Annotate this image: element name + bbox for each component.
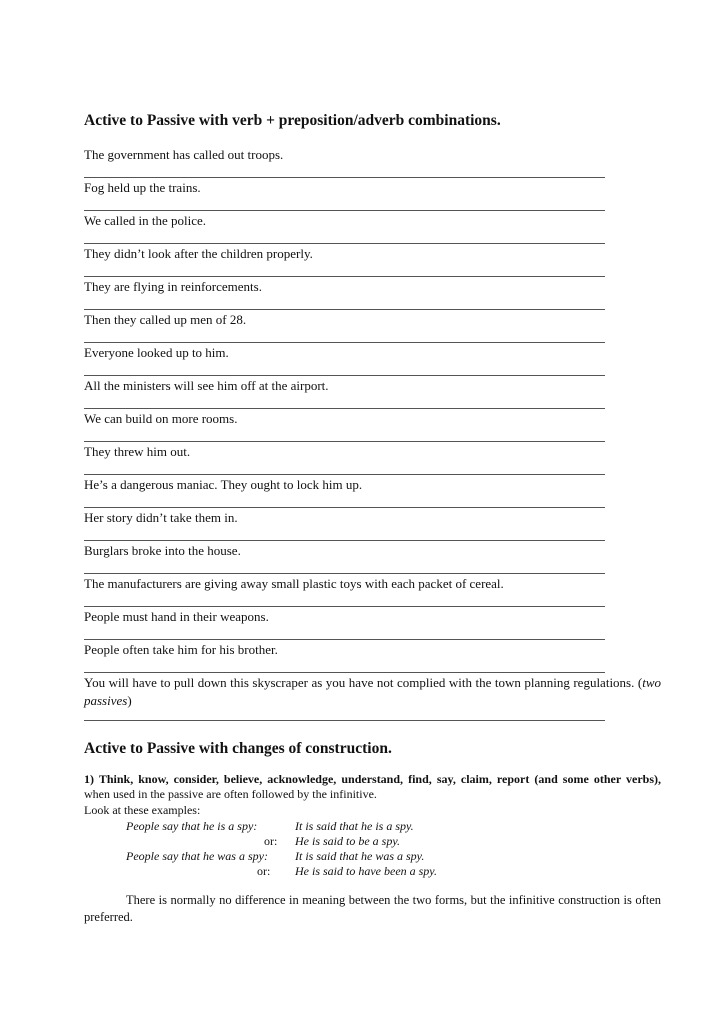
answer-line[interactable] bbox=[84, 309, 605, 310]
answer-line[interactable] bbox=[84, 507, 605, 508]
exercise-sentence: Then they called up men of 28. bbox=[84, 312, 247, 327]
exercise-sentence: Her story didn’t take them in. bbox=[84, 510, 238, 525]
answer-line[interactable] bbox=[84, 408, 605, 409]
answer-line[interactable] bbox=[84, 639, 605, 640]
answer-line[interactable] bbox=[84, 474, 605, 475]
section-title: Active to Passive with verb + preposition/adverb combinations. bbox=[84, 112, 501, 129]
example-passive: It is said that he is a spy. bbox=[295, 819, 414, 833]
example-active: People say that he is a spy: bbox=[126, 819, 258, 833]
answer-line[interactable] bbox=[84, 243, 605, 244]
rule-paragraph bbox=[84, 772, 661, 802]
answer-line[interactable] bbox=[84, 672, 605, 673]
exercise-sentence: The government has called out troops. bbox=[84, 147, 284, 162]
exercise-sentence: People must hand in their weapons. bbox=[84, 609, 269, 624]
answer-line[interactable] bbox=[84, 177, 605, 178]
answer-line[interactable] bbox=[84, 276, 605, 277]
answer-line[interactable] bbox=[84, 342, 605, 343]
exercise-sentence: We called in the police. bbox=[84, 213, 207, 228]
exercise-sentence-long bbox=[84, 674, 661, 710]
exercise-sentence: They didn’t look after the children properly. bbox=[84, 246, 313, 261]
example-passive: He is said to be a spy. bbox=[295, 834, 400, 848]
answer-line[interactable] bbox=[84, 573, 605, 574]
exercise-sentence: We can build on more rooms. bbox=[84, 411, 238, 426]
section-title: Active to Passive with changes of construction. bbox=[84, 740, 392, 757]
exercise-sentence-text: You will have to pull down this skyscraper as you have not complied with the town planning regulations. ( bbox=[84, 675, 643, 690]
example-active: People say that he was a spy: bbox=[126, 849, 268, 863]
exercise-sentence: He’s a dangerous maniac. They ought to lock him up. bbox=[84, 477, 363, 492]
exercise-sentence: Burglars broke into the house. bbox=[84, 543, 241, 558]
rule-text: when used in the passive are often followed by the infinitive. bbox=[84, 787, 377, 801]
exercise-sentence: Everyone looked up to him. bbox=[84, 345, 229, 360]
answer-line[interactable] bbox=[84, 210, 605, 211]
example-passive: He is said to have been a spy. bbox=[295, 864, 437, 878]
example-passive: It is said that he was a spy. bbox=[295, 849, 425, 863]
exercise-sentence: People often take him for his brother. bbox=[84, 642, 278, 657]
answer-line[interactable] bbox=[84, 606, 605, 607]
answer-line[interactable] bbox=[84, 441, 605, 442]
exercise-sentence: The manufacturers are giving away small plastic toys with each packet of cereal. bbox=[84, 576, 504, 591]
exercise-note-close: ) bbox=[127, 693, 132, 708]
exercise-note: two passives bbox=[84, 675, 661, 708]
closing-paragraph: There is normally no difference in meaning between the two forms, but the infinitive construction is often preferred. bbox=[84, 893, 661, 924]
exercise-sentence: They threw him out. bbox=[84, 444, 191, 459]
example-or: or: bbox=[257, 864, 271, 878]
examples-intro: Look at these examples: bbox=[84, 803, 201, 817]
example-or: or: bbox=[264, 834, 278, 848]
rule-verbs: 1) Think, know, consider, believe, acknowledge, understand, find, say, claim, report (and some other verbs), bbox=[84, 772, 661, 786]
exercise-sentence: All the ministers will see him off at the airport. bbox=[84, 378, 329, 393]
exercise-sentence: They are flying in reinforcements. bbox=[84, 279, 262, 294]
answer-line[interactable] bbox=[84, 720, 605, 721]
exercise-sentence: Fog held up the trains. bbox=[84, 180, 201, 195]
answer-line[interactable] bbox=[84, 540, 605, 541]
answer-line[interactable] bbox=[84, 375, 605, 376]
